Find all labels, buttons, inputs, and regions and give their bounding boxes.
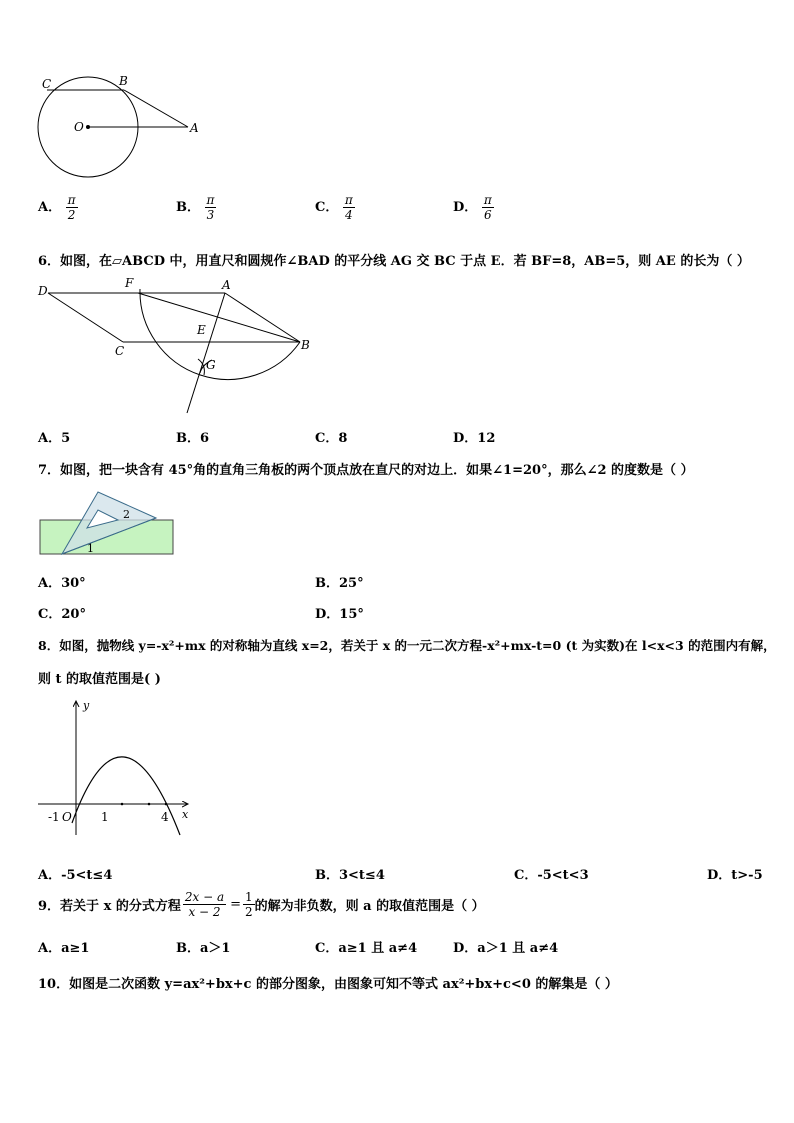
y-axis-label: y <box>83 699 90 712</box>
q7-option-b[interactable]: B．25° <box>315 576 364 591</box>
tick-4: 4 <box>161 810 169 824</box>
angle-2-label: 2 <box>123 508 130 521</box>
q7-option-d[interactable]: D．15° <box>315 607 364 622</box>
label-b: B <box>119 74 128 88</box>
q8-option-c[interactable]: C．-5<t<3 <box>514 868 589 883</box>
q5-figure <box>30 70 205 180</box>
q7-figure <box>38 488 178 558</box>
q6-figure <box>30 275 320 420</box>
label-c: C <box>115 344 125 358</box>
q9-rhs-fraction: $\frac{1}{2}$ <box>245 890 253 919</box>
label-f: F <box>125 276 134 290</box>
origin-label: O <box>62 810 72 824</box>
q8-option-a[interactable]: A．-5<t≤4 <box>38 868 113 883</box>
tick-1: 1 <box>101 810 109 824</box>
x-axis-label: x <box>182 808 189 821</box>
q8-stem-line2: 则 t 的取值范围是( ) <box>38 672 161 687</box>
q8-figure <box>30 695 200 845</box>
q9-option-b[interactable]: B．a＞1 <box>176 941 231 956</box>
q9-option-c[interactable]: C．a≥1 且 a≠4 <box>315 941 418 956</box>
q9-lhs-fraction: $\frac{2x - a}{x - 2}$ <box>184 890 225 919</box>
q9-option-d[interactable]: D．a＞1 且 a≠4 <box>453 941 559 956</box>
label-a: A <box>190 121 199 135</box>
q6-option-d[interactable]: D．12 <box>453 431 496 446</box>
q6-option-c[interactable]: C．8 <box>315 431 348 446</box>
q8-stem-line1: 8．如图，抛物线 y=-x²+mx 的对称轴为直线 x=2，若关于 x 的一元二次方程-x²+mx-t=0 (t 为实数)在 l<x<3 的范围内有解， <box>38 638 776 653</box>
q10-stem: 10．如图是二次函数 y=ax²+bx+c 的部分图象，由图象可知不等式 ax²+bx+c<0 的解集是（ ） <box>38 977 618 992</box>
q6-option-b[interactable]: B．6 <box>176 431 210 446</box>
q5-option-b[interactable]: B． $\frac{\pi}{3}$ <box>176 193 215 222</box>
q5-option-c[interactable]: C． $\frac{\pi}{4}$ <box>315 193 353 222</box>
label-c: C <box>42 77 52 91</box>
tick-neg1: -1 <box>48 810 60 824</box>
q7-stem: 7．如图，把一块含有 45°角的直角三角板的两个顶点放在直尺的对边上．如果∠1=20°，那么∠2 的度数是（ ） <box>38 463 694 478</box>
label-e: E <box>197 323 206 337</box>
q6-option-a[interactable]: A．5 <box>38 431 71 446</box>
q5-option-d[interactable]: D． $\frac{\pi}{6}$ <box>453 193 492 222</box>
label-g: G <box>206 358 216 372</box>
label-o: O <box>74 120 84 134</box>
label-d: D <box>38 284 48 298</box>
label-a: A <box>222 278 231 292</box>
q8-option-b[interactable]: B．3<t≤4 <box>315 868 385 883</box>
q7-option-a[interactable]: A．30° <box>38 576 86 591</box>
q7-option-c[interactable]: C．20° <box>38 607 86 622</box>
q9-stem: 9．若关于 x 的分式方程 $\frac{2x - a}{x - 2}$ = $\frac{1}{2}$ 的解为非负数，则 a 的取值范围是（ ） <box>38 890 485 919</box>
q8-option-d[interactable]: D．t>-5 <box>707 868 763 883</box>
q6-stem: 6．如图，在▱ABCD 中，用直尺和圆规作∠BAD 的平分线 AG 交 BC 于点 E．若 BF=8，AB=5，则 AE 的长为（ ） <box>38 254 750 269</box>
q5-option-a[interactable]: A． $\frac{\pi}{2}$ <box>38 193 76 222</box>
q9-option-a[interactable]: A．a≥1 <box>38 941 90 956</box>
angle-1-label: 1 <box>87 542 94 555</box>
label-b: B <box>301 338 310 352</box>
